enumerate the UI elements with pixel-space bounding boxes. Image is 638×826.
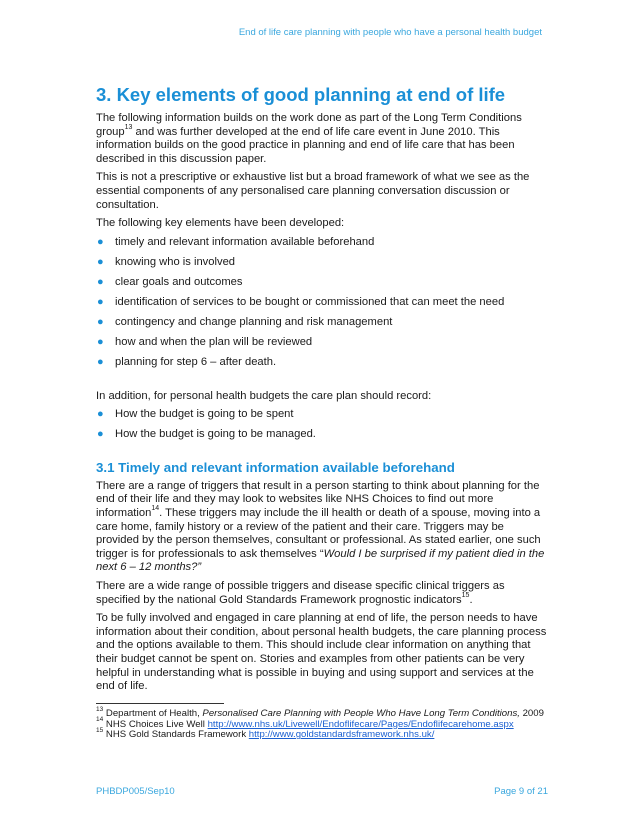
list-item xyxy=(96,276,548,290)
list-item xyxy=(96,256,548,270)
key-elements-list xyxy=(96,236,548,370)
footnote-ref-15[interactable]: 15 xyxy=(461,591,470,599)
list-item-text: how and when the plan will be reviewed xyxy=(115,335,313,348)
list-item xyxy=(96,408,548,422)
paragraph-text: There are a wide range of possible triggers and disease specific clinical triggers as specified by the national Gold Standards Framework prognostic indicators xyxy=(96,579,505,606)
footnotes xyxy=(96,703,548,741)
section-paragraph-2: This is not a prescriptive or exhaustive list but a broad framework of what we see as the essential components of any personalised care planning conversation discussion or consultation. xyxy=(96,171,530,211)
spacer xyxy=(96,376,548,390)
section-heading: 3. Key elements of good planning at end of life xyxy=(96,84,506,105)
bullet-icon: ● xyxy=(97,255,104,268)
list-item xyxy=(96,236,548,250)
bullet-icon: ● xyxy=(97,355,104,368)
footnote-ref-13[interactable]: 13 xyxy=(124,123,133,131)
list-item-text: timely and relevant information available beforehand xyxy=(115,235,375,248)
section-paragraph-1 xyxy=(96,112,548,166)
paragraph-text: There are a range of triggers that result in a person starting to think about planning for the end of their life and they may look to websites like NHS Choices to find out more information xyxy=(96,479,540,519)
footnote-text: Department of Health, xyxy=(103,708,203,719)
list-item-text: How the budget is going to be spent xyxy=(115,408,294,421)
page-number: Page 9 of 21 xyxy=(494,786,548,797)
list-item xyxy=(96,356,548,370)
subsection-paragraph-1 xyxy=(96,480,548,575)
footnote-title: Personalised Care Planning with People Who Have Long Term Conditions, xyxy=(202,708,520,719)
list-item xyxy=(96,316,548,330)
bullet-icon: ● xyxy=(97,235,104,248)
bullet-icon: ● xyxy=(97,408,104,421)
subsection-heading: 3.1 Timely and relevant information available beforehand xyxy=(96,459,455,475)
paragraph-text: The following information builds on the work done as part of the Long Term Conditions group xyxy=(96,112,522,138)
subsection-paragraph-2 xyxy=(96,580,548,607)
bullet-icon: ● xyxy=(97,428,104,441)
subsection-paragraph-3: To be fully involved and engaged in care planning at end of life, the person needs to have information about their condition, about personal health budgets, the care planning process and the options available to them. This should include clear information on anything that their budget cannot be spent on. Stories and examples from other patients can be very helpful in understanding what is possible in buying and using support and services at the end of life. xyxy=(96,612,547,693)
budget-items-list xyxy=(96,408,548,442)
bullet-icon: ● xyxy=(97,315,104,328)
section-paragraph-4: In addition, for personal health budgets the care plan should record: xyxy=(96,389,432,402)
list-item-text: contingency and change planning and risk management xyxy=(115,315,393,328)
footnote-number: 15 xyxy=(96,727,104,734)
bullet-icon: ● xyxy=(97,335,104,348)
running-header: End of life care planning with people who have a personal health budget xyxy=(238,27,542,38)
footnote-text: 2009 xyxy=(519,708,544,719)
footnote-text: NHS Gold Standards Framework xyxy=(103,729,249,741)
section-paragraph-3: The following key elements have been developed: xyxy=(96,217,345,230)
paragraph-text: and was further developed at the end of life care event in June 2010. This information builds on the good practice in planning and end of life care that has been described in this discussion paper. xyxy=(96,125,515,165)
list-item xyxy=(96,296,548,310)
footnote-number: 14 xyxy=(96,716,104,724)
list-item-text: knowing who is involved xyxy=(115,255,236,268)
main-content xyxy=(96,84,548,699)
list-item-text: How the budget is going to be managed. xyxy=(115,428,316,441)
running-footer xyxy=(96,786,548,797)
list-item xyxy=(96,336,548,350)
list-item-text: identification of services to be bought or commissioned that can meet the need xyxy=(115,295,505,308)
paragraph-text: . These triggers may include the ill health or death of a spouse, moving into a care home, family history or a review of the patient and their care. Triggers may be provided by the person themselves, consultant or professional. As stated earlier, one such trigger is for professionals to ask themselves “ xyxy=(96,507,541,560)
list-item xyxy=(96,428,548,442)
list-item-text: clear goals and outcomes xyxy=(115,275,243,288)
gold-standards-link[interactable]: http://www.goldstandardsframework.nhs.uk/ xyxy=(248,729,435,741)
italic-quote: Would I be surprised if my patient died in the next 6 – 12 months?” xyxy=(96,547,545,574)
footnote-15 xyxy=(96,727,548,741)
bullet-icon: ● xyxy=(97,295,104,308)
nhs-choices-link[interactable]: http://www.nhs.uk/Livewell/Endoflifecare/Pages/Endoflifecarehome.aspx xyxy=(207,718,514,730)
list-item-text: planning for step 6 – after death. xyxy=(115,355,277,368)
document-reference: PHBDP005/Sep10 xyxy=(96,786,175,797)
footnote-text: NHS Choices Live Well xyxy=(103,718,208,730)
bullet-icon: ● xyxy=(97,275,104,288)
footnote-divider xyxy=(96,703,224,704)
paragraph-text: . xyxy=(469,593,473,606)
footnote-number: 13 xyxy=(96,705,104,713)
footnote-ref-14[interactable]: 14 xyxy=(151,505,160,513)
